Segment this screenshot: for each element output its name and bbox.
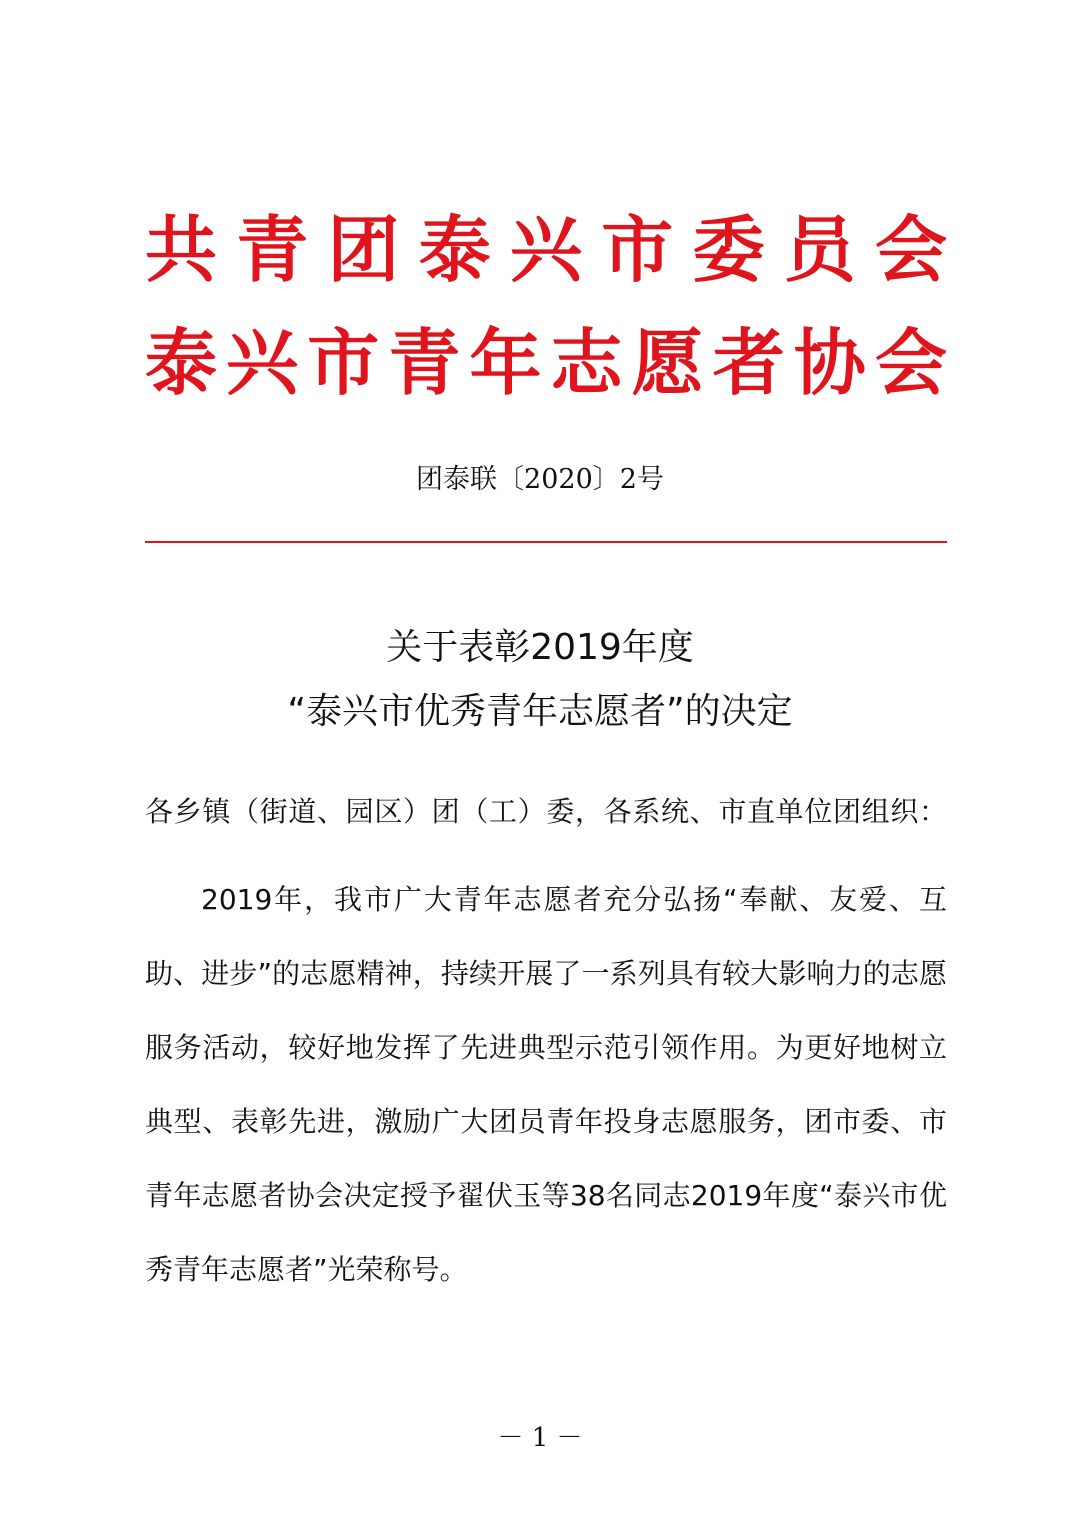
red-divider-line [145,541,947,543]
issuer-header-line-2: 泰兴市青年志愿者协会 [145,321,947,405]
document-title-line-1: 关于表彰2019年度 [386,627,694,668]
body-paragraph: 2019年，我市广大青年志愿者充分弘扬“奉献、友爱、互助、进步”的志愿精神，持续开展了一系列具有较大影响力的志愿服务活动，较好地发挥了先进典型示范引领作用。为更好地树立典型、表彰先进，激励广大团员青年投身志愿服务，团市委、市青年志愿者协会决定授予翟伏玉等38名同志2019年度“泰兴市优秀青年志愿者”光荣称号。 [145,883,947,1286]
document-number: 团泰联〔2020〕2号 [416,464,664,495]
salutation: 各乡镇（街道、园区）团（工）委，各系统、市直单位团组织： [145,795,947,828]
document-title-line-2: “泰兴市优秀青年志愿者”的决定 [287,691,793,732]
issuer-header-line-1: 共青团泰兴市委员会 [145,208,947,292]
page-number: － 1 － [497,1423,583,1453]
